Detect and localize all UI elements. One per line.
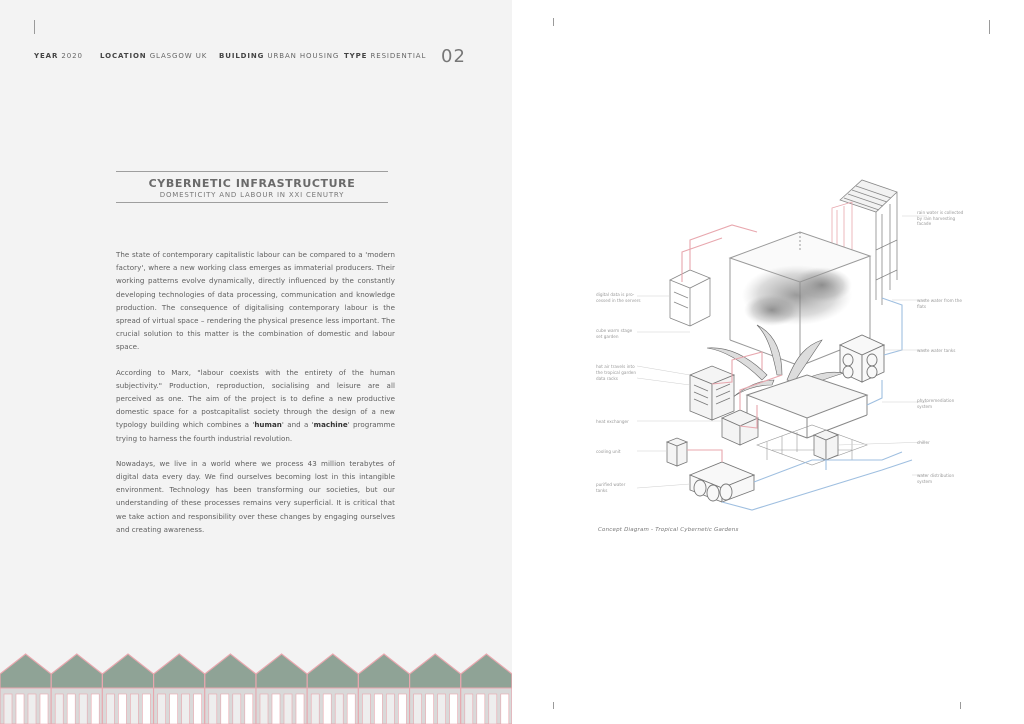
diagram-label: cooling unit [596,449,621,454]
diagram-label: cube warm stage set garden [596,328,633,339]
meta-year: YEAR 2020 [34,52,83,60]
crop-mark [989,20,990,34]
crop-mark [553,702,554,709]
diagram-label: digital data is pro- cessed in the servers [596,292,641,303]
diagram-label: chiller [917,440,930,445]
diagram-caption: Concept Diagram - Tropical Cybernetic Gardens [598,527,739,533]
diagram-label: waste water from the flats [917,298,962,309]
sawtooth-roof-illustration [0,650,512,724]
diagram-label: rain water is collected by rain harvesting facade [917,210,964,226]
body-text [116,248,395,548]
meta-location: LOCATION GLASGOW UK [100,52,208,60]
section-subtitle: DOMESTICITY AND LABOUR IN XXI CENUTRY [159,191,345,199]
diagram-label: heat exchanger [596,419,629,424]
right-page [512,0,1024,724]
paragraph: The state of contemporary capitalistic labour can be compared to a 'modern factory', where a new working class emerges as immaterial producers. Their working patterns evolve dynamically, directly influenced by the constantly developing technologies of data processing, communication and knowledge production. The consequence of digitalising contemporary labour is the spread of virtual space – rendering the physical presence less important. The crucial solution to this matter is the combination of domestic and labour space. [116,250,395,352]
meta-building: BUILDING URBAN HOUSING [219,52,340,60]
diagram-label: data racks [596,376,618,381]
diagram-label: phytoremediation system [917,398,955,409]
paragraph: Nowadays, we live in a world where we process 43 million terabytes of digital data every day. We find ourselves becoming lost in this intangible environment. Technology has been transforming our societies, but our understanding of these processes remains very superficial. It is critical that we take action and responsibility over these changes by engaging ourselves and creating awareness. [116,458,395,534]
crop-mark [553,18,554,26]
meta-type: TYPE RESIDENTIAL [344,52,427,60]
crop-mark [34,20,35,34]
title-rule-top [116,171,388,172]
diagram-label: hot air travels into the tropical garden [596,364,636,375]
paragraph: According to Marx, "labour coexists with the entirety of the human subjectivity." Production, reproduction, socialising and leisure are all perceived as one. The aim of the project is to define a new productive domestic space for a postcapitalist society through the design of a new typology building which combines a 'human' and a 'machine' programme trying to harness the fourth industrial revolution. [116,367,396,443]
title-rule-bottom [116,202,388,203]
waste-water-tanks [840,335,884,382]
purified-water-tanks [690,462,754,502]
crop-mark [960,702,961,709]
diagram-label: water distribution system [917,473,955,484]
page-number: 02 [441,46,466,67]
section-title-block [116,171,388,203]
section-title: CYBERNETIC INFRASTRUCTURE [148,177,356,190]
data-racks [690,366,734,420]
diagram-label: purified water tanks [596,482,626,493]
diagram-label: waste water tanks [917,348,956,353]
